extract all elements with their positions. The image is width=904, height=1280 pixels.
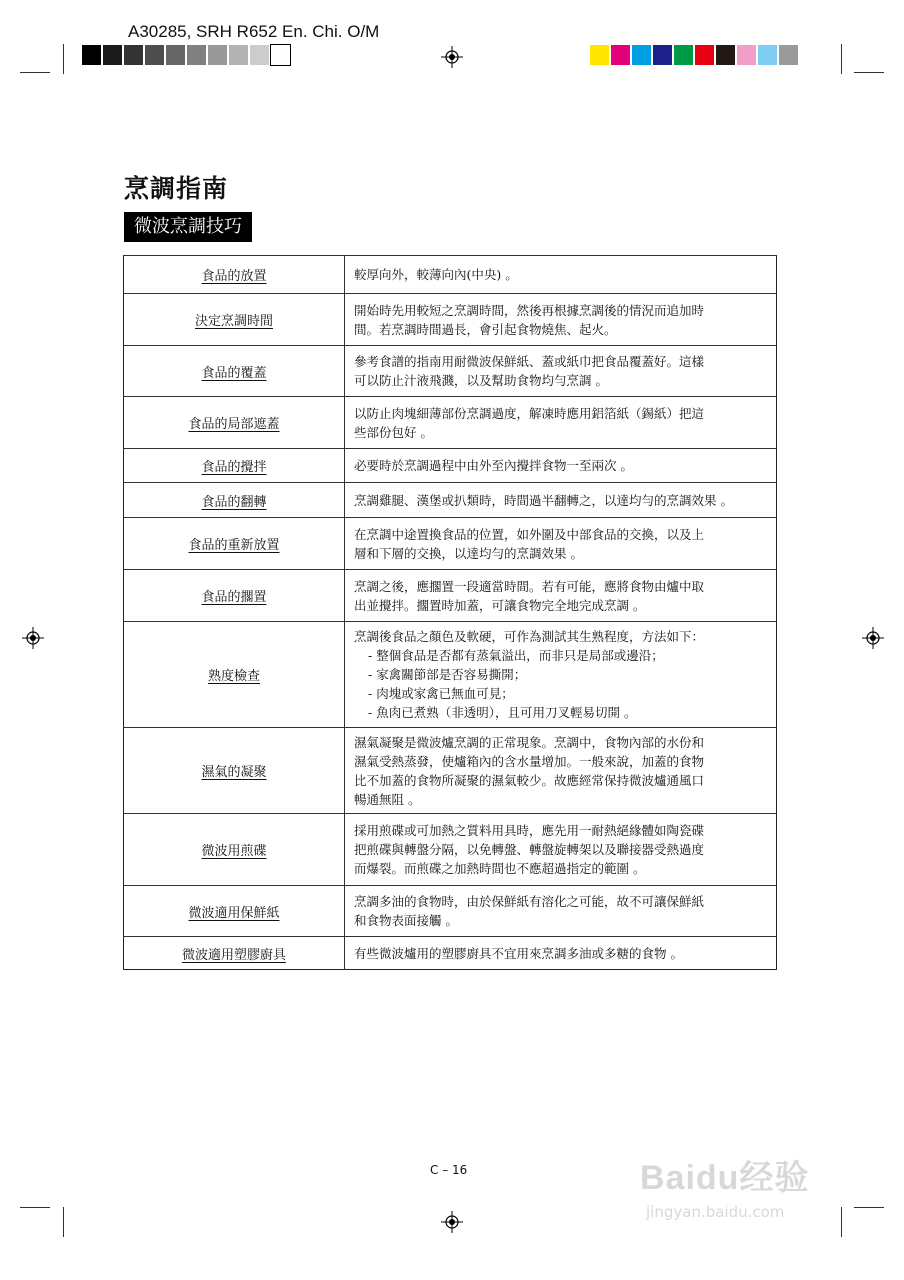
tip-description [345,256,777,294]
tip-row [124,483,777,518]
tip-description-line: 和食物表面接觸 。 [354,913,458,928]
tip-description-line: 較厚向外，較薄向內(中央) 。 [354,267,518,282]
tip-description [345,728,777,814]
crop-mark [841,1207,842,1237]
tip-label-cell [124,622,345,728]
registration-mark-icon [441,1211,463,1233]
cooking-tips-table [123,255,777,970]
tip-description-line: 把煎碟與轉盤分隔，以免轉盤、轉盤旋轉架以及聯接器受熱過度 [354,842,705,857]
tip-description-line: 採用煎碟或可加熱之質料用具時，應先用一耐熱絕緣體如陶瓷碟 [354,823,705,838]
tip-description-line: 層和下層的交換，以達均勻的烹調效果 。 [354,545,583,561]
watermark-logo: Baidu经验 [640,1159,810,1197]
tip-description [345,449,777,483]
registration-mark-icon [22,627,44,649]
tip-description-line: 必要時於烹調過程中由外至內攪拌食物一至兩次 。 [354,458,633,473]
tip-description-line: 烹調之後，應擱置一段適當時間。若有可能，應將食物由爐中取 [354,578,705,594]
tip-description-line: 烹調雞腿、漢堡或扒類時，時間過半翻轉之，以達均勻的烹調效果 。 [354,492,733,508]
color-swatch [779,45,798,65]
tip-description-line: 在烹調中途置換食品的位置，如外圍及中部食品的交換，以及上 [354,526,705,542]
tip-bullet: - 家禽關節部是否容易撕開； [368,667,527,682]
crop-mark [20,1207,50,1208]
tip-description [345,570,777,622]
color-swatch [695,45,714,65]
tip-bullet: - 整個食品是否都有蒸氣溢出，而非只是局部或邊沿； [368,648,664,663]
tip-label-cell [124,518,345,570]
tip-label: 濕氣的凝聚 [201,765,267,780]
tip-row [124,622,777,728]
baidu-watermark [640,1150,809,1221]
tip-label-cell [124,937,345,970]
tip-description-line: 開始時先用較短之烹調時間，然後再根據烹調後的情況而追加時 [354,302,705,318]
color-swatch [187,45,206,65]
tip-label: 食品的翻轉 [201,494,267,510]
tip-label-cell [124,256,345,294]
tip-description-line: 參考食譜的指南用耐微波保鮮紙、蓋或紙巾把食品覆蓋好。這樣 [354,354,705,369]
tip-description-line: 濕氣受熱蒸發，使爐箱內的含水量增加。一般來說，加蓋的食物 [354,753,705,769]
tip-row [124,256,777,294]
tip-description-line: 暢通無阻 。 [354,791,421,807]
tip-label: 微波適用保鮮紙 [188,905,280,921]
tip-label-cell [124,570,345,622]
crop-mark [854,72,884,73]
tip-bullet: - 肉塊或家禽已無血可見； [368,686,514,701]
color-swatch [166,45,185,65]
tip-label: 決定烹調時間 [194,314,273,329]
tip-label-cell [124,397,345,449]
crop-mark [854,1207,884,1208]
tip-description-line: 濕氣凝聚是微波爐烹調的正常現象。烹調中，食物內部的水份和 [354,734,705,750]
watermark-site: jingyan.baidu.com [646,1203,785,1221]
registration-mark-icon [862,627,884,649]
section-heading: 微波烹調技巧 [124,212,252,242]
color-swatch [124,45,143,65]
color-swatch [758,45,777,65]
color-swatch [590,45,609,65]
tip-row [124,449,777,483]
tip-label-cell [124,886,345,937]
tip-description [345,937,777,970]
tip-label: 熟度檢查 [207,669,260,684]
tip-description-line: 以防止肉塊細薄部份烹調過度，解凍時應用鋁箔紙（錫紙）把這 [354,405,705,421]
tip-description [345,397,777,449]
tip-bullet: - 魚肉已煮熟（非透明），且可用刀叉輕易切開 。 [368,705,637,720]
page-title: 烹調指南 [124,174,229,203]
color-swatch [250,45,269,65]
color-swatch [653,45,672,65]
tip-label-cell [124,346,345,397]
color-swatch [737,45,756,65]
tip-description [345,294,777,346]
tip-row [124,294,777,346]
color-swatch [271,45,290,65]
tip-label-cell [124,294,345,346]
tip-description-line: 烹調後食品之顏色及軟硬，可作為測試其生熟程度，方法如下： [354,629,705,644]
tip-label: 食品的覆蓋 [201,365,267,381]
tip-label: 微波適用塑膠廚具 [181,947,286,963]
tip-description [345,518,777,570]
color-swatch [674,45,693,65]
tip-description [345,622,777,728]
color-swatch [716,45,735,65]
crop-mark [63,1207,64,1237]
grayscale-color-bar [82,45,292,65]
color-swatch [82,45,101,65]
tip-description-line: 而爆裂。而煎碟之加熱時間也不應超過指定的範圍 。 [354,861,646,876]
crop-mark [63,44,64,74]
tip-row [124,886,777,937]
crop-mark [20,72,50,73]
color-swatch [229,45,248,65]
tip-row [124,937,777,970]
tip-row [124,518,777,570]
crop-mark [841,44,842,74]
tip-description-line: 出並攪拌。擱置時加蓋，可讓食物完全地完成烹調 。 [354,597,646,613]
color-swatch [208,45,227,65]
tip-row [124,346,777,397]
color-swatch [103,45,122,65]
tip-label: 食品的攪拌 [201,460,267,475]
tip-row [124,397,777,449]
tip-description [345,346,777,397]
tip-description-line: 間。若烹調時間過長，會引起食物燒焦、起火。 [354,321,617,337]
tip-description-line: 比不加蓋的食物所凝聚的濕氣較少。故應經常保持微波爐通風口 [354,772,705,788]
tip-label-cell [124,449,345,483]
tip-label: 食品的局部遮蓋 [188,417,280,432]
color-swatch [632,45,651,65]
tip-description [345,814,777,886]
tip-description [345,886,777,937]
page-number: C – 16 [430,1163,468,1177]
tip-label: 食品的重新放置 [188,538,280,553]
tip-description-line: 有些微波爐用的塑膠廚具不宜用來烹調多油或多糖的食物 。 [354,945,683,961]
process-color-bar [590,45,800,65]
tip-row [124,728,777,814]
color-swatch [145,45,164,65]
document-code: A30285, SRH R652 En. Chi. O/M [128,22,380,41]
color-swatch [611,45,630,65]
tip-label-cell [124,814,345,886]
tip-label: 食品的放置 [201,269,267,284]
tip-description-line: 烹調多油的食物時，由於保鮮紙有溶化之可能，故不可讓保鮮紙 [354,894,705,909]
tip-label: 食品的擱置 [201,590,267,605]
tip-label-cell [124,728,345,814]
tip-row [124,814,777,886]
tip-row [124,570,777,622]
tip-label-cell [124,483,345,518]
tip-label: 微波用煎碟 [201,844,267,859]
registration-mark-icon [441,46,463,68]
tip-description-line: 些部份包好 。 [354,424,433,440]
tip-description [345,483,777,518]
tip-description-line: 可以防止汁液飛濺，以及幫助食物均勻烹調 。 [354,373,608,388]
